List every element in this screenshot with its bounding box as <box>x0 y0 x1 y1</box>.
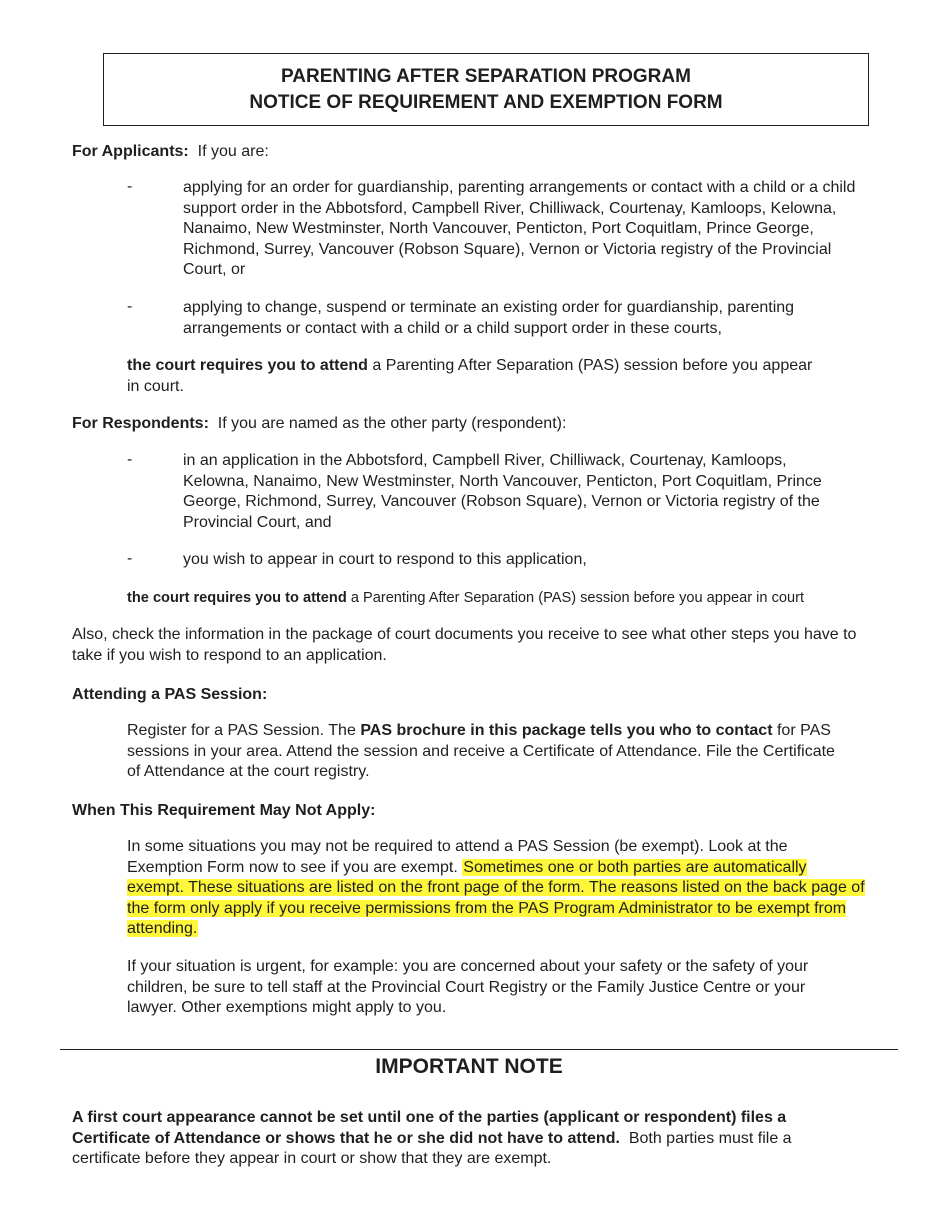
form-title-line2: NOTICE OF REQUIREMENT AND EXEMPTION FORM <box>249 92 723 113</box>
applicants-intro-text: If you are: <box>197 143 269 160</box>
respondents-label: For Respondents: <box>72 415 209 432</box>
applicants-bullet-1: applying for an order for guardianship, parenting arrangements or contact with a child or a child support order in the Abbotsford, Campbell River, Chilliwack, Courtenay, Kamloops, Kelowna, Nanaimo, New Westminster, North Vancouver, Penticton, Port Coquitlam, Prince George, Richmond, Surrey, Vancouver (Robson Square), Vernon or Victoria registry of the Provincial Court, or <box>183 179 856 278</box>
bullet-marker: - <box>127 298 133 315</box>
also-check-text: Also, check the information in the package of court documents you receive to see what other steps you have to take if you wish to respond to an application. <box>72 626 857 664</box>
respondents-bullet-1: in an application in the Abbotsford, Campbell River, Chilliwack, Courtenay, Kamloops, Kelowna, Nanaimo, New Westminster, North Vancouver, Penticton, Port Coquitlam, Prince George, Richmond, Surrey, Vancouver (Robson Square), Vernon or Victoria registry of the Provincial Court, and <box>183 452 822 531</box>
important-note-bold: A first court appearance cannot be set until one of the parties (applicant or respondent) files a Certificate of Attendance or shows that he or she did not have to attend. <box>72 1109 787 1147</box>
applicants-bullet-2: applying to change, suspend or terminate an existing order for guardianship, parenting arrangements or contact with a child or a child support order in these courts, <box>183 299 795 337</box>
important-note-text <box>72 1108 862 1170</box>
bullet-marker: - <box>127 550 133 567</box>
not-apply-para2: If your situation is urgent, for example: you are concerned about your safety or the safety of your children, be sure to tell staff at the Provincial Court Registry or the Family Justice Centre or your lawyer. Other exemptions might apply to you. <box>127 958 809 1016</box>
applicants-requirement-bold: the court requires you to attend <box>127 357 368 374</box>
applicants-label: For Applicants: <box>72 143 189 160</box>
form-title-box <box>103 53 869 126</box>
not-apply-heading: When This Requirement May Not Apply: <box>72 802 376 819</box>
respondents-intro-text: If you are named as the other party (respondent): <box>217 415 567 432</box>
applicants-requirement-rest: a Parenting After Separation (PAS) session before you appear in court. <box>127 357 813 395</box>
respondents-intro <box>72 414 566 435</box>
attending-text-bold: PAS brochure in this package tells you who to contact <box>360 722 773 739</box>
important-note-heading: IMPORTANT NOTE <box>375 1055 563 1078</box>
respondents-bullet-2: you wish to appear in court to respond to this application, <box>183 551 587 568</box>
respondents-requirement <box>127 588 887 609</box>
important-note-rest: Both parties must file a certificate before they appear in court or show that they are exempt. <box>72 1129 792 1167</box>
respondents-requirement-bold: the court requires you to attend <box>127 590 347 606</box>
bullet-marker: - <box>127 451 133 468</box>
applicants-intro <box>72 142 269 163</box>
form-title-line1: PARENTING AFTER SEPARATION PROGRAM <box>281 66 691 87</box>
bullet-marker: - <box>127 178 133 195</box>
not-apply-para1 <box>127 837 867 940</box>
attending-text-start: Register for a PAS Session. The <box>127 722 356 739</box>
attending-text <box>127 721 842 783</box>
highlighted-text: Sometimes one or both parties are automatically exempt. These situations are listed on the front page of the form. The reasons listed on the back page of the form only apply if you receive permissions from the PAS Program Administrator to be exempt from attending. <box>127 858 865 937</box>
not-apply-para1-plain: In some situations you may not be required to attend a PAS Session (be exempt). Look at the Exemption Form now to see if you are exempt. <box>127 838 788 876</box>
section-divider <box>60 1049 898 1050</box>
applicants-requirement <box>127 356 827 397</box>
respondents-requirement-rest: a Parenting After Separation (PAS) session before you appear in court <box>350 590 805 606</box>
attending-text-end: for PAS sessions in your area. Attend the session and receive a Certificate of Attendance. File the Certificate of Attendance at the court registry. <box>127 722 835 780</box>
attending-heading: Attending a PAS Session: <box>72 686 268 703</box>
